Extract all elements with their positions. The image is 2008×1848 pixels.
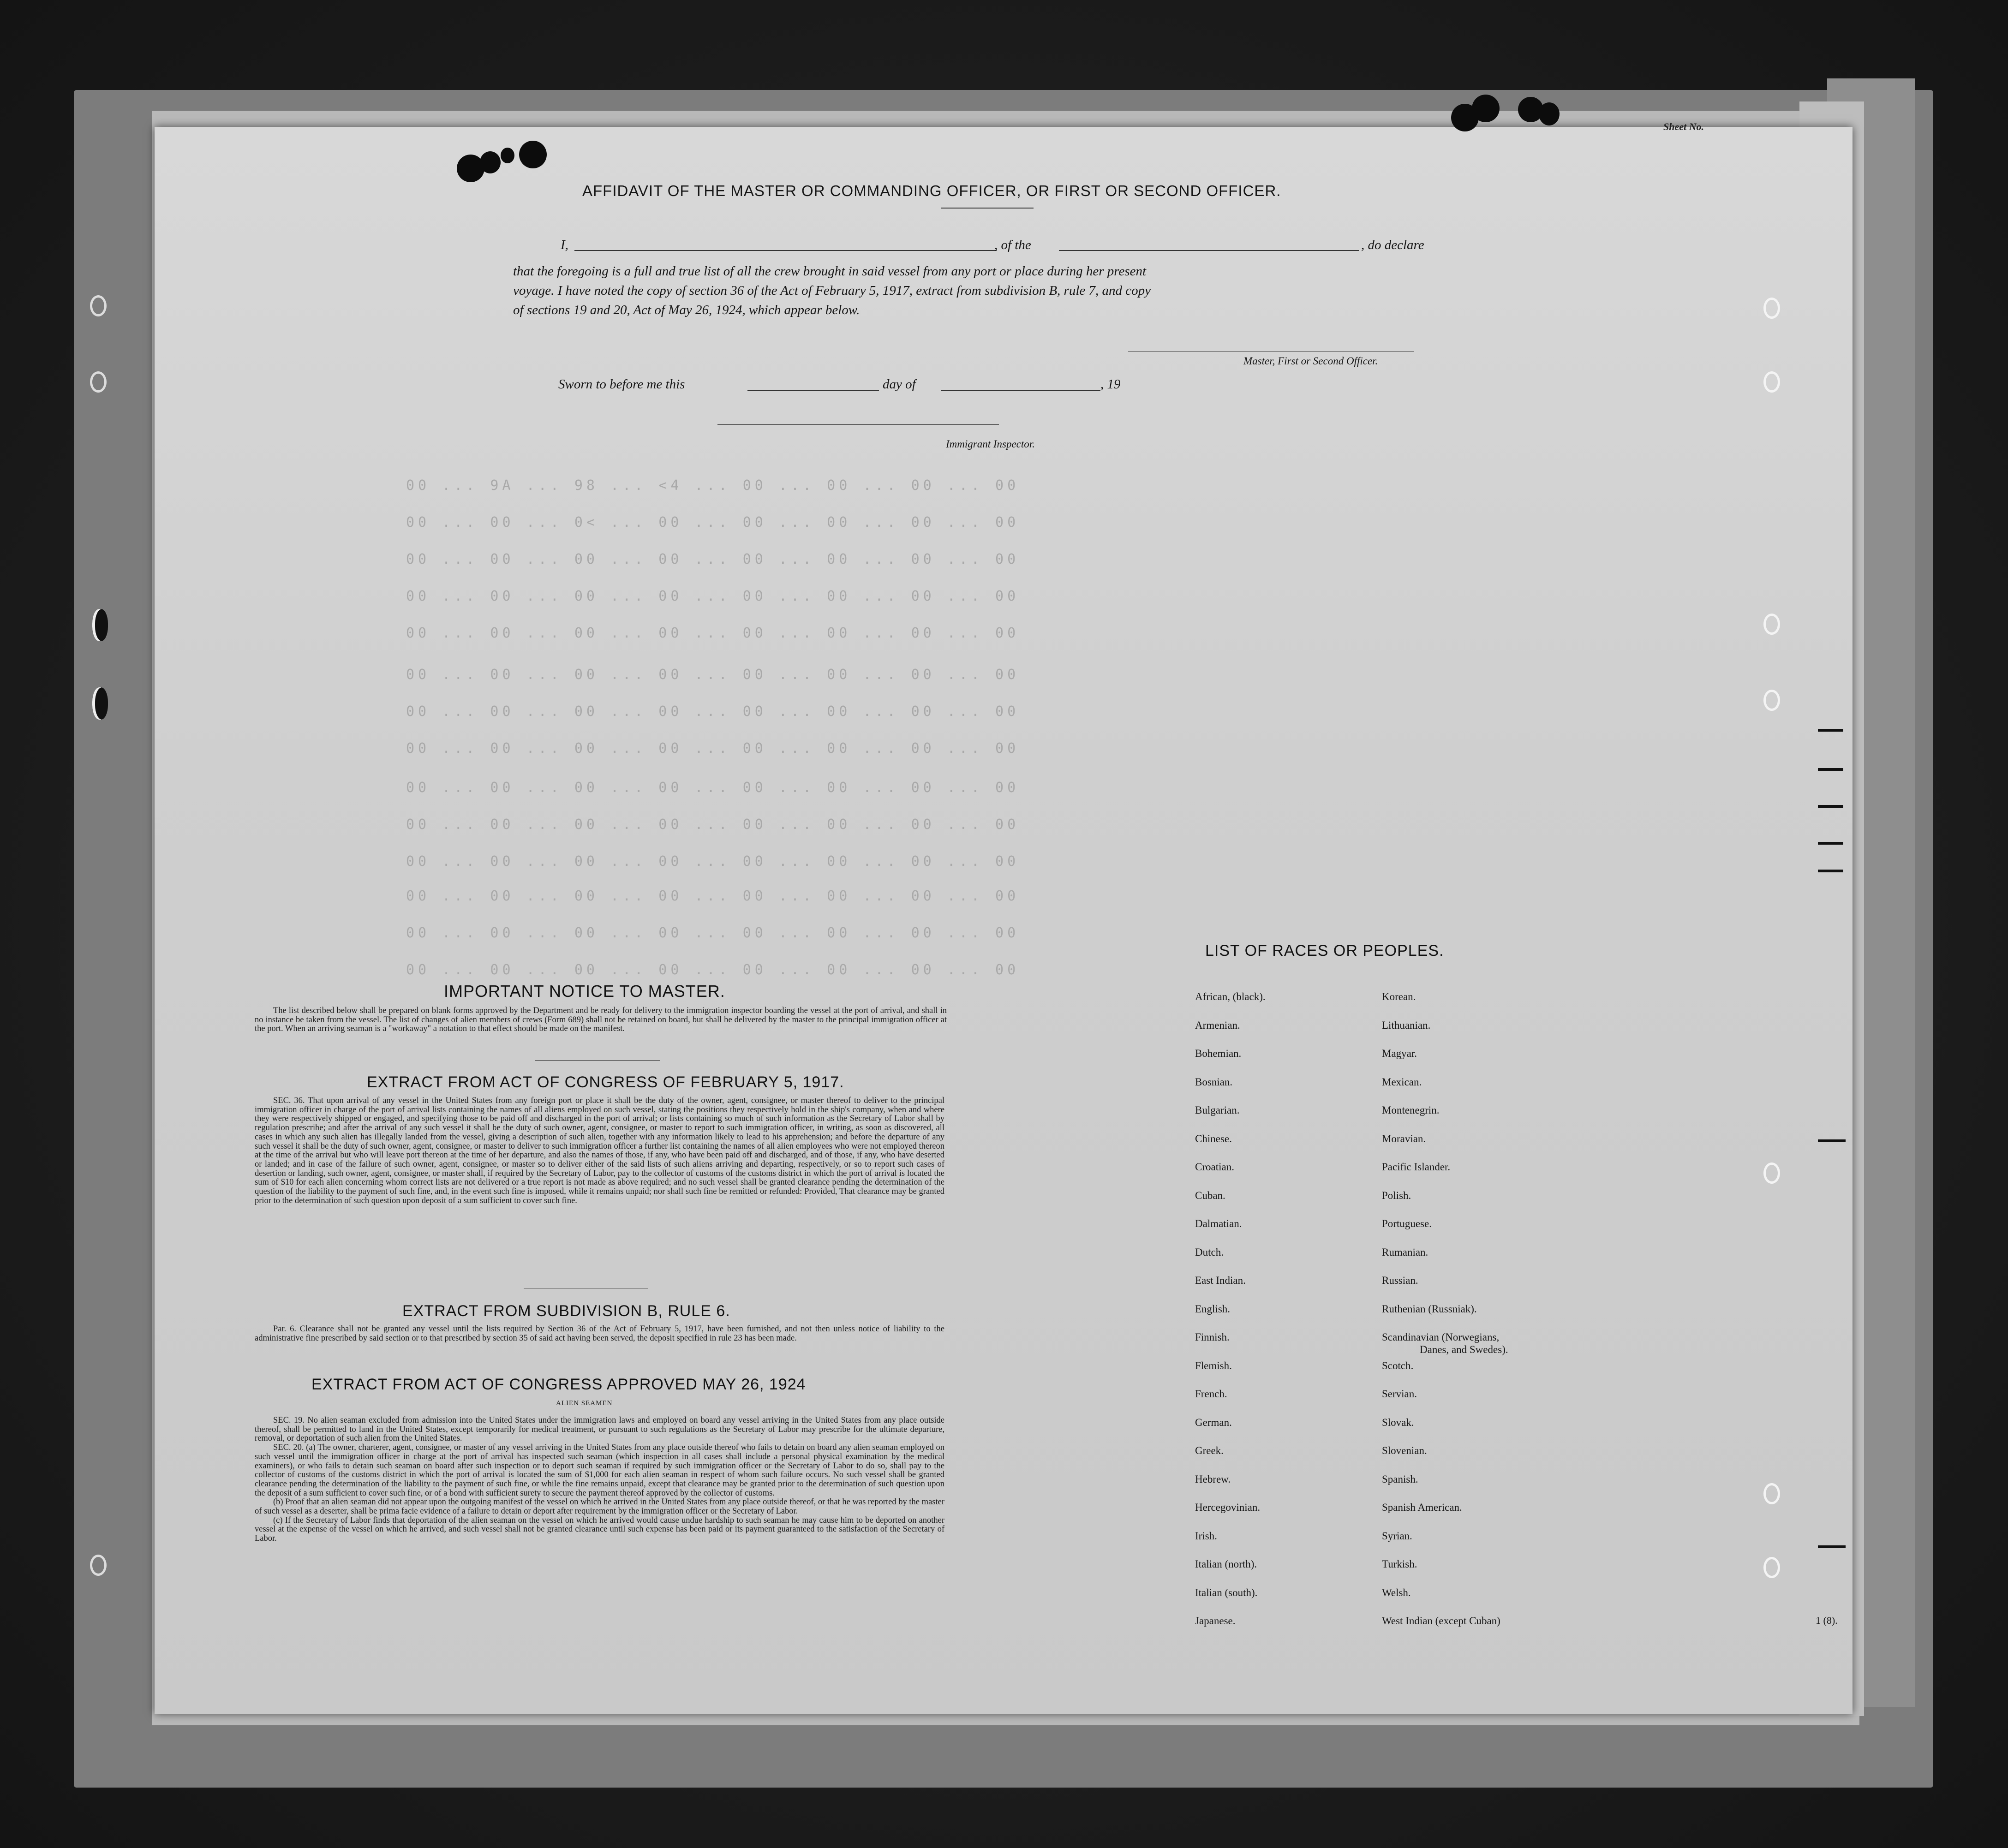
vessel-blank: [1059, 250, 1359, 251]
bleed-through-row: 00 ... 00 ... 00 ... 00 ... 00 ... 00 ... 00 ... 00: [406, 625, 1020, 641]
sec-19-text: SEC. 19. No alien seaman excluded from admission into the United States under the immigration laws and employed on board any vessel arriving in the United States from any place outside thereof, shall be permitted to land in the United States, except temporarily for medical treatment, or pursuant to such regulations as the Secretary of Labor may prescribe for the ultimate departure, removal, or deportation of such alien from the United States.: [255, 1416, 944, 1443]
race-item: Welsh.: [1382, 1586, 1411, 1598]
ink-blot: [1472, 95, 1500, 122]
race-item: Syrian.: [1382, 1530, 1412, 1542]
race-item: French.: [1195, 1388, 1227, 1400]
binder-hole: [1763, 1483, 1780, 1504]
binder-clip: [92, 687, 108, 720]
declaration-do-declare: , do declare: [1361, 238, 1424, 252]
bleed-through-row: 00 ... 00 ... 00 ... 00 ... 00 ... 00 ... 00 ... 00: [406, 817, 1020, 833]
race-item: Italian (north).: [1195, 1558, 1257, 1570]
inspector-blank: [717, 424, 999, 425]
name-blank: [574, 250, 997, 251]
signature-caption: Master, First or Second Officer.: [1243, 355, 1378, 367]
race-item: Bohemian.: [1195, 1048, 1242, 1059]
extract-1924-title: EXTRACT FROM ACT OF CONGRESS APPROVED MAY 26, 1924: [311, 1376, 806, 1393]
declaration-line-4: of sections 19 and 20, Act of May 26, 1924, which appear below.: [513, 303, 860, 317]
race-item: Moravian.: [1382, 1133, 1426, 1145]
bleed-through-row: 00 ... 00 ... 00 ... 00 ... 00 ... 00 ... 00 ... 00: [406, 703, 1020, 720]
bleed-through-row: 00 ... 00 ... 00 ... 00 ... 00 ... 00 ... 00 ... 00: [406, 740, 1020, 757]
race-item: Scotch.: [1382, 1359, 1414, 1371]
title-rule: [941, 208, 1034, 209]
sec-20b-text: (b) Proof that an alien seaman did not appear upon the outgoing manifest of the vessel on which he arrived in the United States from any place outside thereof, or that he was reported by the master of such vessel as a deserter, shall be prima facie evidence of a failure to detain or deport after requirement by the immigration officer or the Secretary of Labor.: [255, 1497, 944, 1516]
binder-hole: [1763, 298, 1780, 319]
bleed-through-row: 00 ... 9A ... 98 ... <4 ... 00 ... 00 ... 00 ... 00: [406, 477, 1020, 494]
race-item: Lithuanian.: [1382, 1019, 1431, 1031]
race-item: Servian.: [1382, 1388, 1417, 1400]
notice-title: IMPORTANT NOTICE TO MASTER.: [444, 982, 725, 1001]
race-item: Finnish.: [1195, 1331, 1230, 1343]
sheet-number-label: Sheet No.: [1663, 121, 1704, 132]
race-item: Irish.: [1195, 1530, 1217, 1542]
sworn-day-of: day of: [883, 377, 916, 392]
race-item: Hebrew.: [1195, 1473, 1231, 1485]
race-item: Chinese.: [1195, 1133, 1232, 1145]
race-item: Turkish.: [1382, 1558, 1417, 1570]
sec-20c-text: (c) If the Secretary of Labor finds that deportation of the alien seaman on the vessel on which he arrived would cause undue hardship to such seaman he may cause him to be deported on another vessel at the expense of the vessel on which he arrived, and such vessel shall not be granted clearance until such expense has been paid or its payment guaranteed to the satisfaction of the Secretary of Labor.: [255, 1515, 944, 1544]
edge-tab-mark: [1818, 1545, 1846, 1548]
race-item: Flemish.: [1195, 1359, 1232, 1371]
bleed-through-row: 00 ... 00 ... 00 ... 00 ... 00 ... 00 ... 00 ... 00: [406, 551, 1020, 567]
edge-tab-mark: [1818, 768, 1843, 771]
bleed-through-row: 00 ... 00 ... 00 ... 00 ... 00 ... 00 ... 00 ... 00: [406, 667, 1020, 683]
affidavit-title: AFFIDAVIT OF THE MASTER OR COMMANDING OFFICER, OR FIRST OR SECOND OFFICER.: [582, 182, 1281, 199]
ink-blot: [501, 148, 514, 163]
race-item: Slovak.: [1382, 1416, 1414, 1428]
race-item: East Indian.: [1195, 1275, 1246, 1286]
extract-1924-body: [255, 1416, 944, 1544]
edge-tab-mark: [1818, 805, 1843, 808]
bleed-through-row: 00 ... 00 ... 00 ... 00 ... 00 ... 00 ... 00 ... 00: [406, 853, 1020, 870]
inspector-caption: Immigrant Inspector.: [946, 438, 1035, 450]
edge-tab-mark: [1818, 1139, 1846, 1142]
bleed-through-row: 00 ... 00 ... 00 ... 00 ... 00 ... 00 ... 00 ... 00: [406, 888, 1020, 904]
race-item: Slovenian.: [1382, 1445, 1427, 1456]
binder-hole: [1763, 690, 1780, 711]
edge-tab-mark: [1818, 842, 1843, 845]
binder-hole: [1763, 614, 1780, 635]
declaration-line-2: that the foregoing is a full and true list of all the crew brought in said vessel from any port or place during her present: [513, 264, 1147, 279]
race-item: English.: [1195, 1303, 1231, 1315]
race-item: Magyar.: [1382, 1048, 1417, 1059]
race-item: Mexican.: [1382, 1076, 1422, 1088]
race-item: Japanese.: [1195, 1615, 1236, 1627]
race-item: Pacific Islander.: [1382, 1161, 1451, 1173]
race-item: Rumanian.: [1382, 1246, 1428, 1258]
bleed-through-row: 00 ... 00 ... 00 ... 00 ... 00 ... 00 ... 00 ... 00: [406, 780, 1020, 796]
binder-clip: [92, 609, 108, 641]
ink-blot: [480, 151, 501, 173]
race-item: Greek.: [1195, 1445, 1224, 1456]
race-item: Ruthenian (Russniak).: [1382, 1303, 1477, 1315]
declaration-of-the: , of the: [994, 238, 1031, 252]
extract-rule6-body: [255, 1325, 944, 1343]
races-title: LIST OF RACES OR PEOPLES.: [1205, 942, 1444, 960]
declaration-line-3: voyage. I have noted the copy of section 36 of the Act of February 5, 1917, extract from subdivision B, rule 7, and copy: [513, 283, 1151, 298]
edge-tab-mark: [1818, 729, 1843, 732]
extract-rule6-title: EXTRACT FROM SUBDIVISION B, RULE 6.: [402, 1302, 730, 1320]
sworn-month-blank: [941, 390, 1100, 391]
race-item: Hercegovinian.: [1195, 1502, 1261, 1513]
bleed-through-row: 00 ... 00 ... 00 ... 00 ... 00 ... 00 ... 00 ... 00: [406, 588, 1020, 604]
race-item: Russian.: [1382, 1275, 1418, 1286]
race-item: Dutch.: [1195, 1246, 1224, 1258]
sworn-text: Sworn to before me this: [558, 377, 685, 392]
declaration-i: I,: [561, 238, 568, 252]
race-item: West Indian (except Cuban): [1382, 1615, 1500, 1627]
race-item: Croatian.: [1195, 1161, 1234, 1173]
edge-tab-mark: [1818, 870, 1843, 872]
race-item: Spanish American.: [1382, 1502, 1462, 1513]
bleed-through-row: 00 ... 00 ... 00 ... 00 ... 00 ... 00 ... 00 ... 00: [406, 925, 1020, 941]
bleed-through-row: 00 ... 00 ... 0< ... 00 ... 00 ... 00 ... 00 ... 00: [406, 514, 1020, 531]
race-item: Bulgarian.: [1195, 1104, 1240, 1116]
extract-1917-body: [255, 1097, 944, 1205]
binder-hole: [90, 1555, 107, 1576]
race-item: Dalmatian.: [1195, 1218, 1242, 1229]
binder-hole: [90, 371, 107, 393]
section-rule: [535, 1060, 660, 1061]
notice-body: [255, 1007, 947, 1034]
race-item: Korean.: [1382, 991, 1416, 1002]
binder-hole: [1763, 1557, 1780, 1578]
sworn-year: , 19: [1100, 377, 1121, 392]
race-item: Italian (south).: [1195, 1586, 1258, 1598]
bleed-through-row: 00 ... 00 ... 00 ... 00 ... 00 ... 00 ... 00 ... 00: [406, 962, 1020, 978]
race-item: Cuban.: [1195, 1189, 1225, 1201]
race-item: Scandinavian (Norwegians,: [1382, 1331, 1500, 1343]
race-item: Portuguese.: [1382, 1218, 1432, 1229]
race-item: Armenian.: [1195, 1019, 1240, 1031]
race-item: Bosnian.: [1195, 1076, 1233, 1088]
race-item: Spanish.: [1382, 1473, 1418, 1485]
sec-20a-text: SEC. 20. (a) The owner, charterer, agent, consignee, or master of any vessel arriving in the United States from any place outside thereof who fails to detain on board any alien seaman employed on such vessel until the immigration officer in charge at the port of arrival has inspected such seaman (which inspection in all cases shall include a personal physical examination by the medical examiners), or who fails to detain such seaman on board after such inspection or to deport such seaman if required by such immigration officer or the Secretary of Labor to do so, shall pay to the collector of customs of the customs district in which the port of arrival is located the sum of $1,000 for each alien seaman in respect of whom such failure occurs. No such vessel shall be granted clearance pending the determination of the liability to the payment of such fine, or while the fine remains unpaid, except that clearance may be granted prior to the determination of such question upon the deposit of a sum sufficient to cover such fine, or of a bond with sufficient surety to secure the payment thereof approved by the collector of customs.: [255, 1443, 944, 1498]
binder-hole: [1763, 1162, 1780, 1184]
sworn-day-blank: [747, 390, 879, 391]
race-item: Polish.: [1382, 1189, 1411, 1201]
form-mark: 1 (8).: [1816, 1615, 1838, 1626]
ink-blot: [1539, 102, 1560, 125]
ink-blot: [519, 141, 547, 168]
extract-1917-text: SEC. 36. That upon arrival of any vessel in the United States from any foreign port or place it shall be the duty of the owner, agent, consignee, or master thereof to deliver to the principal immigration officer in charge of the port of arrival lists containing the names of all aliens employed on such vessel, stating the positions they respectively hold in the ship's company, when and where they were respectively shipped or engaged, and specifying those to be paid off and discharged in the port of arrival; or lists containing so much of such information as the Secretary of Labor shall by regulation prescribe; and after the arrival of any such vessel it shall be the duty of such owner, agent, consignee, or master to report to such immigration officer, in writing, as soon as discovered, all cases in which any such alien has illegally landed from the vessel, giving a description of such alien, together with any information likely to lead to his apprehension; and before the departure of any such vessel it shall be the duty of such owner, agent, consignee, or master to deliver to such immigration officer a further list containing the names of all alien employees who were not employed thereon at the time of the arrival but who will leave port thereon at the time of her departure, and also the names of those, if any, who have been paid off and discharged, and of those, if any, who have deserted or landed; and in case of the failure of such owner, agent, consignee, or master so to deliver either of the said lists of such aliens arriving and departing, respectively, or so to report such cases of desertion or landing, such owner, agent, consignee, or master shall, if required by the Secretary of Labor, pay to the collector of customs of the customs district in which the port of arrival is located the sum of $10 for each alien concerning whom correct lists are not delivered or a true report is not made as above required; and no such vessel shall be granted clearance pending the determination of the question of the liability to the payment of such fine, and, in the event such fine is imposed, while it remains unpaid; nor shall such fine be remitted or refunded: Provided, That clearance may be granted prior to the determination of such question upon deposit of a sum sufficient to cover such fine.: [255, 1096, 944, 1205]
binder-hole: [1763, 371, 1780, 393]
race-item: Montenegrin.: [1382, 1104, 1440, 1116]
notice-text: The list described below shall be prepared on blank forms approved by the Department and be ready for delivery to the immigration inspector boarding the vessel at the port of arrival, and shall in no instance be taken from the vessel. The list of changes of alien members of crews (Form 689) shall not be retained on board, but shall be delivered by the master to the principal immigration officer at the port. When an arriving seaman is a "workaway" a notation to that effect should be made on the manifest.: [255, 1006, 947, 1034]
binder-hole: [90, 295, 107, 316]
extract-1924-subtitle: ALIEN SEAMEN: [556, 1400, 613, 1407]
extract-rule6-text: Par. 6. Clearance shall not be granted any vessel until the lists required by Section 36 of the Act of February 5, 1917, have been furnished, and not then unless notice of liability to the administrative fine prescribed by said section or to that prescribed by section 35 of said act having been served, the deposit specified in rule 23 has been made.: [255, 1324, 944, 1343]
race-item: African, (black).: [1195, 991, 1266, 1002]
race-item: Danes, and Swedes).: [1420, 1344, 1508, 1355]
race-item: German.: [1195, 1416, 1232, 1428]
extract-1917-title: EXTRACT FROM ACT OF CONGRESS OF FEBRUARY 5, 1917.: [367, 1073, 844, 1091]
